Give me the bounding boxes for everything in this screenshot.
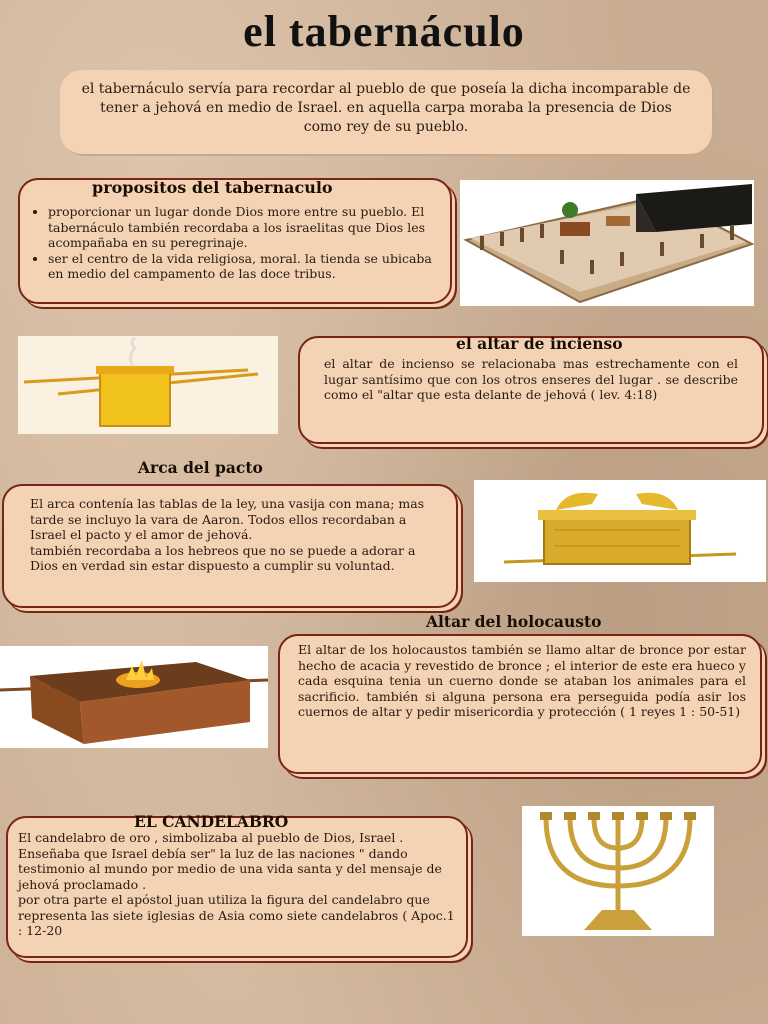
burnt-altar-image [0,646,268,748]
holocausto-box [278,634,762,774]
candelabro-heading: EL CANDELABRO [134,812,289,831]
incense-altar-image [18,336,278,434]
intro-box: el tabernáculo servía para recordar al pueblo de que poseía la dicha incomparable de tener a jehová en medio de Israel. en aquella carpa moraba la presencia de Dios como rey de su pueblo. [60,70,712,154]
menorah-image [522,806,714,936]
list-item: • proporcionar un lugar donde Dios more entre su pueblo. El tabernáculo también recordaba a los israelitas que Dios les acompañaba en su peregrinaje. [48,204,440,251]
candelabro-box [6,816,468,958]
candelabro-text: El candelabro de oro , simbolizaba al pueblo de Dios, Israel . Enseñaba que Israel debía ser" la luz de las naciones " dando testimonio al mundo por medio de una vida santa y del mensaje de jehová proclamado . por otra parte el apóstol juan utiliza la figura del candelabro que representa las siete iglesias de Asia como siete candelabros ( Apoc.1 : 12-20 [18,830,455,938]
holocausto-heading: Altar del holocausto [426,612,602,631]
page-title: el tabernáculo [243,7,525,56]
ark-image [474,480,766,582]
tabernacle-image [460,180,754,306]
list-item: • ser el centro de la vida religiosa, moral. la tienda se ubicaba en medio del campamento de las doce tribus. [48,251,440,282]
holocausto-text: El altar de los holocaustos también se llamo altar de bronce por estar hecho de acacia y revestido de bronce ; el interior de este era hueco y cada esquina tenia un cuerno donde se ataban los animales para el sacrificio. también si alguna persona era perseguida podía asir los cuernos de altar y pedir misericordia y protección ( 1 reyes 1 : 50-51) [298,642,746,719]
arca-box [2,484,458,608]
incienso-text: el altar de incienso se relacionaba mas estrechamente con el lugar santísimo que con los otros enseres del lugar . se describe como el "altar que esta delante de jehová ( lev. 4:18) [324,356,738,402]
incienso-heading: el altar de incienso [456,334,623,353]
propositos-heading: propositos del tabernaculo [92,178,333,197]
arca-text: El arca contenía las tablas de la ley, una vasija con mana; mas tarde se incluyo la vara de Aaron. Todos ellos recordaban a Israel el pacto y el amor de jehová. también recordaba a los hebreos que no se puede a adorar a Dios en verdad sin estar dispuesto a cumplir su voluntad. [30,496,425,573]
arca-heading: Arca del pacto [138,458,263,477]
propositos-list [28,204,440,282]
